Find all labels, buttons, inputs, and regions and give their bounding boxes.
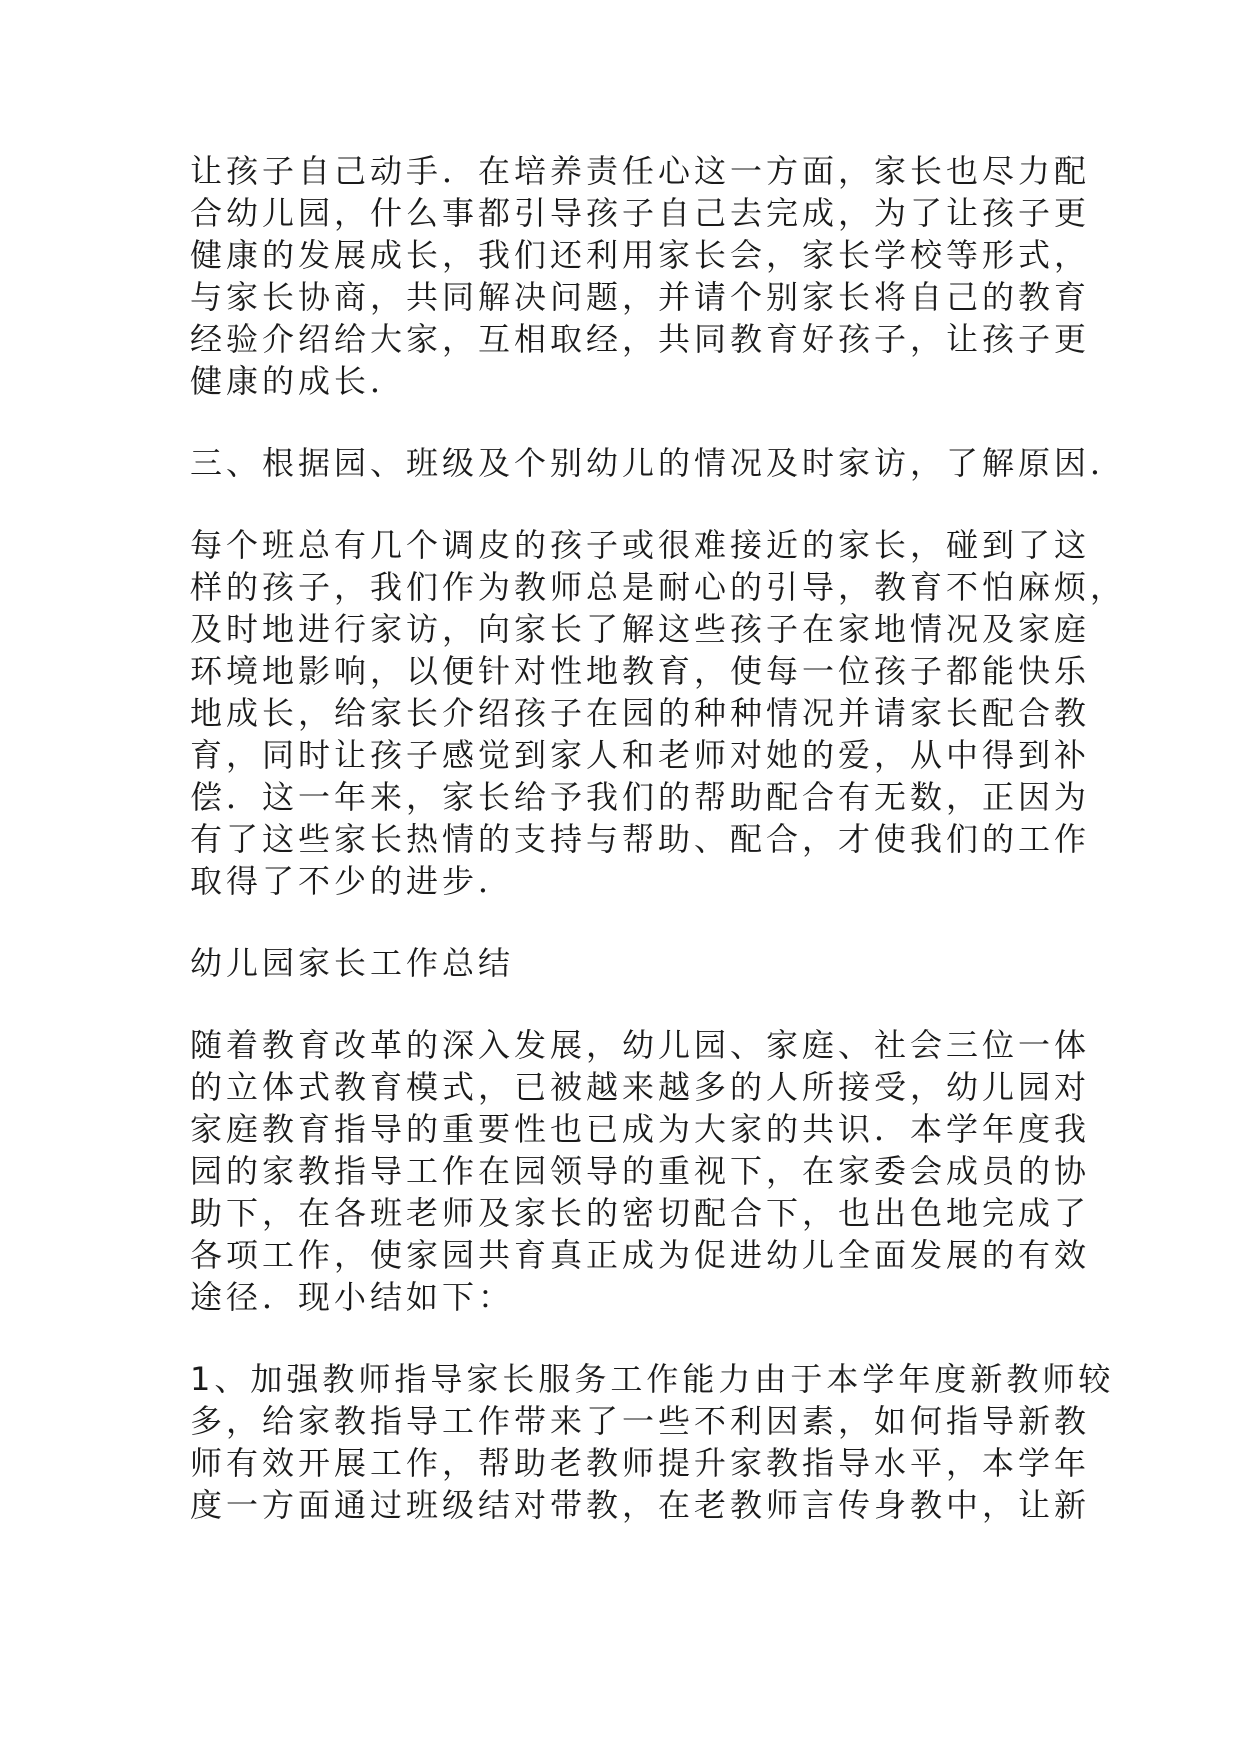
text-line: 1、加强教师指导家长服务工作能力由于本学年度新教师较 (190, 1360, 1115, 1398)
text-line: 助下，在各班老师及家长的密切配合下，也出色地完成了 (190, 1194, 1091, 1232)
document-body (190, 150, 1127, 1566)
paragraph-introduction (190, 1024, 1091, 1318)
text-line: 多，给家教指导工作带来了一些不利因素，如何指导新教 (190, 1402, 1091, 1440)
text-line: 的立体式教育模式，已被越来越多的人所接受，幼儿园对 (190, 1068, 1091, 1106)
text-line: 三、根据园、班级及个别幼儿的情况及时家访，了解原因． (190, 444, 1127, 482)
text-line: 幼儿园家长工作总结 (190, 944, 515, 982)
text-line: 环境地影响，以便针对性地教育，使每一位孩子都能快乐 (190, 652, 1091, 690)
document-title (190, 942, 1060, 984)
text-line: 有了这些家长热情的支持与帮助、配合，才使我们的工作 (190, 820, 1091, 858)
paragraph-parent-cooperation (190, 150, 1091, 402)
text-line: 地成长，给家长介绍孩子在园的种种情况并请家长配合教 (190, 694, 1091, 732)
text-line: 合幼儿园，什么事都引导孩子自己去完成，为了让孩子更 (190, 194, 1091, 232)
paragraph-item-1 (190, 1358, 1115, 1526)
text-line: 与家长协商，共同解决问题，并请个别家长将自己的教育 (190, 278, 1091, 316)
text-line: 健康的成长． (190, 362, 407, 400)
text-line: 度一方面通过班级结对带教，在老教师言传身教中，让新 (190, 1486, 1091, 1524)
text-line: 取得了不少的进步． (190, 862, 515, 900)
text-line: 各项工作，使家园共育真正成为促进幼儿全面发展的有效 (190, 1236, 1091, 1274)
text-line: 健康的发展成长，我们还利用家长会，家长学校等形式， (190, 236, 1091, 274)
text-line: 每个班总有几个调皮的孩子或很难接近的家长，碰到了这 (190, 526, 1091, 564)
text-line: 家庭教育指导的重要性也已成为大家的共识．本学年度我 (190, 1110, 1091, 1148)
text-line: 师有效开展工作，帮助老教师提升家教指导水平，本学年 (190, 1444, 1091, 1482)
text-line: 随着教育改革的深入发展，幼儿园、家庭、社会三位一体 (190, 1026, 1091, 1064)
text-line: 偿．这一年来，家长给予我们的帮助配合有无数，正因为 (190, 778, 1091, 816)
text-line: 样的孩子，我们作为教师总是耐心的引导，教育不怕麻烦， (190, 568, 1127, 606)
text-line: 及时地进行家访，向家长了解这些孩子在家地情况及家庭 (190, 610, 1091, 648)
text-line: 途径．现小结如下： (190, 1278, 515, 1316)
text-line: 让孩子自己动手．在培养责任心这一方面，家长也尽力配 (190, 152, 1091, 190)
text-line: 经验介绍给大家，互相取经，共同教育好孩子，让孩子更 (190, 320, 1091, 358)
text-line: 育，同时让孩子感觉到家人和老师对她的爱，从中得到补 (190, 736, 1091, 774)
section-heading-home-visits (190, 442, 1127, 484)
text-line: 园的家教指导工作在园领导的重视下，在家委会成员的协 (190, 1152, 1091, 1190)
paragraph-home-visits (190, 524, 1127, 902)
